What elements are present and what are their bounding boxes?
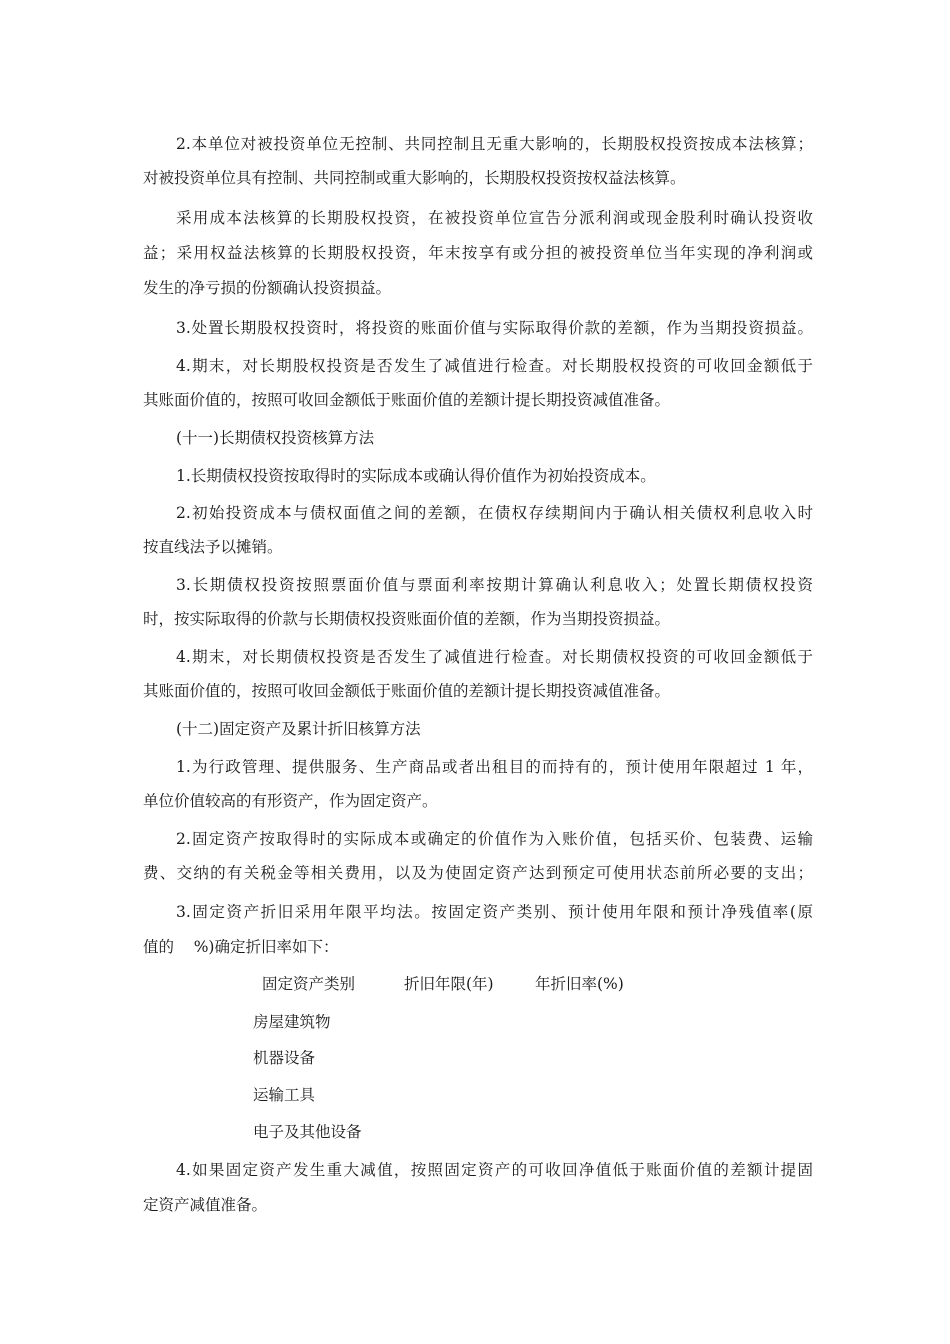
paragraph-line: 发生的净亏损的份额确认投资损益。 [143,279,392,297]
paragraph-line: 1.为行政管理、提供服务、生产商品或者出租目的而持有的，预计使用年限超过 1 年， [176,758,813,776]
paragraph-line: 采用成本法核算的长期股权投资，在被投资单位宣告分派利润或现金股利时确认投资收 [176,209,813,227]
paragraph-line: 按直线法予以摊销。 [143,538,283,556]
paragraph-line: 3.长期债权投资按照票面价值与票面利率按期计算确认利息收入；处置长期债权投资 [176,576,813,594]
section-heading: (十一)长期债权投资核算方法 [176,429,375,447]
table-row-label: 房屋建筑物 [253,1013,331,1031]
table-row-label: 电子及其他设备 [253,1123,362,1141]
table-header-rate: 年折旧率(%) [535,975,624,993]
paragraph-line: 3.固定资产折旧采用年限平均法。按固定资产类别、预计使用年限和预计净残值率(原 [176,903,813,921]
paragraph-line: 2.初始投资成本与债权面值之间的差额，在债权存续期间内于确认相关债权利息收入时 [176,504,813,522]
table-row-label: 机器设备 [253,1049,316,1067]
paragraph-line: 时，按实际取得的价款与长期债权投资账面价值的差额，作为当期投资损益。 [143,610,671,628]
paragraph-line: 4.期末，对长期债权投资是否发生了减值进行检查。对长期债权投资的可收回金额低于 [176,648,813,666]
table-header-category: 固定资产类别 [262,975,356,993]
paragraph-line: 1.长期债权投资按取得时的实际成本或确认得价值作为初始投资成本。 [176,467,656,485]
paragraph-line: 4.如果固定资产发生重大减值，按照固定资产的可收回净值低于账面价值的差额计提固 [176,1161,813,1179]
section-heading: (十二)固定资产及累计折旧核算方法 [176,720,421,738]
paragraph-line: 3.处置长期股权投资时，将投资的账面价值与实际取得价款的差额，作为当期投资损益。 [176,319,813,337]
paragraph-line: 4.期末，对长期股权投资是否发生了减值进行检查。对长期股权投资的可收回金额低于 [176,357,813,375]
paragraph-line: 其账面价值的，按照可收回金额低于账面价值的差额计提长期投资减值准备。 [143,682,671,700]
paragraph-line: 单位价值较高的有形资产，作为固定资产。 [143,792,438,810]
paragraph-line: 益；采用权益法核算的长期股权投资，年末按享有或分担的被投资单位当年实现的净利润或 [143,244,813,262]
paragraph-line: 值的 %)确定折旧率如下： [143,938,339,956]
table-row-label: 运输工具 [253,1086,316,1104]
paragraph-line: 费、交纳的有关税金等相关费用，以及为使固定资产达到预定可使用状态前所必要的支出； [143,864,813,882]
table-header-years: 折旧年限(年) [404,975,494,993]
paragraph-line: 对被投资单位具有控制、共同控制或重大影响的，长期股权投资按权益法核算。 [143,169,686,187]
paragraph-line: 定资产减值准备。 [143,1196,268,1214]
paragraph-line: 2.固定资产按取得时的实际成本或确定的价值作为入账价值，包括买价、包装费、运输 [176,830,813,848]
paragraph-line: 其账面价值的，按照可收回金额低于账面价值的差额计提长期投资减值准备。 [143,391,671,409]
paragraph-line: 2.本单位对被投资单位无控制、共同控制且无重大影响的，长期股权投资按成本法核算； [176,135,813,153]
